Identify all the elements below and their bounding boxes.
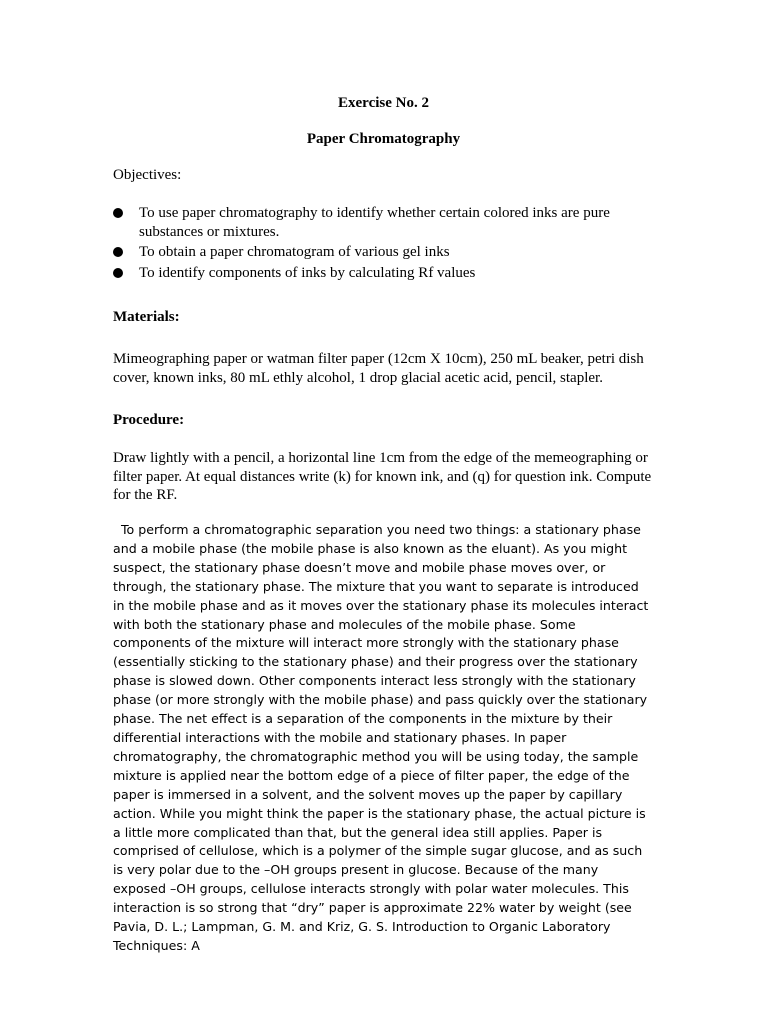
objectives-label: Objectives: xyxy=(113,167,182,183)
bullet-icon xyxy=(113,208,123,218)
materials-heading: Materials: xyxy=(113,309,180,325)
objective-item xyxy=(113,204,654,241)
bullet-icon xyxy=(113,268,123,278)
objective-text: To identify components of inks by calculating Rf values xyxy=(139,264,476,281)
objective-text: To obtain a paper chromatogram of various gel inks xyxy=(139,244,450,260)
objectives-list xyxy=(113,204,654,284)
body-paragraph-text: To perform a chromatographic separation you need two things: a stationary phase and a mobile phase (the mobile phase is also known as the eluant). As you might suspect, the stationary phase doesn’t move and mobile phase moves over, or through, the stationary phase. The mixture that you want to separate is introduced in the mobile phase and as it moves over the stationary phase its molecules interact with both the stationary phase and molecules of the mobile phase. Some components of the mixture will interact more strongly with the stationary phase (essentially sticking to the stationary phase) and their progress over the stationary phase is slowed down. Other components interact less strongly with the stationary phase (or more strongly with the mobile phase) and pass quickly over the stationary phase. The net effect is a separation of the components in the mixture by their differential interactions with the mobile and stationary phases. In paper chromatography, the chromatographic method you will be using today, the sample mixture is applied near the bottom edge of a piece of filter paper, the edge of the paper is immersed in a solvent, and the solvent moves up the paper by capillary action. While you might think the paper is the stationary phase, the actual picture is a little more complicated than that, but the general idea still applies. Paper is comprised of cellulose, which is a polymer of the simple sugar glucose, and as such is very polar due to the –OH groups present in glucose. Because of the many exposed –OH groups, cellulose interacts strongly with polar water molecules. This interaction is so strong that “dry” paper is approximate 22% water by weight (see Pavia, D. L.; Lampman, G. M. and Kriz, G. S. Introduction to Organic Laboratory Techniques: A xyxy=(113,522,649,953)
subject-title: Paper Chromatography xyxy=(306,131,461,147)
objective-text: To use paper chromatography to identify whether certain colored inks are pure substances or mixtures. xyxy=(139,205,610,240)
materials-text: Mimeographing paper or watman filter paper (12cm X 10cm), 250 mL beaker, petri dish cover, known inks, 80 mL ethly alcohol, 1 drop glacial acetic acid, pencil, stapler. xyxy=(113,351,644,386)
bullet-icon xyxy=(113,247,123,257)
procedure-text: Draw lightly with a pencil, a horizontal line 1cm from the edge of the memeographing or filter paper. At equal distances write (k) for known ink, and (q) for question ink. Compute for the RF. xyxy=(113,450,652,503)
objective-item xyxy=(113,264,654,283)
procedure-heading: Procedure: xyxy=(113,412,185,428)
body-paragraph xyxy=(113,521,654,956)
objective-item xyxy=(113,243,654,262)
exercise-title: Exercise No. 2 xyxy=(338,95,429,111)
